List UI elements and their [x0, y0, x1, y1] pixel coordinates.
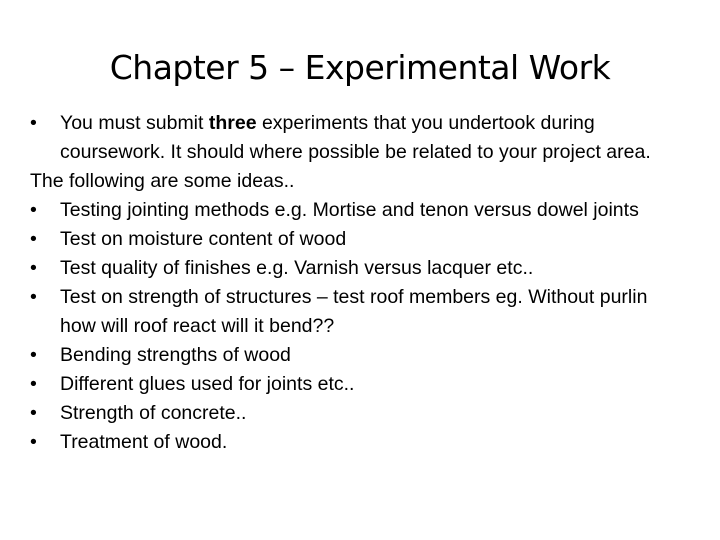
bullet-glyph: • — [30, 373, 37, 395]
bullet-text-submit-requirement — [60, 109, 680, 167]
bullet-item — [30, 109, 680, 167]
slide-body — [30, 109, 680, 457]
bullet-item — [30, 254, 680, 283]
slide-title: Chapter 5 – Experimental Work — [109, 48, 611, 87]
bullet-glyph: • — [30, 344, 37, 366]
bullet-text-part: You must submit — [60, 112, 209, 134]
bullet-item — [30, 399, 680, 428]
bullet-glyph: • — [30, 228, 37, 250]
bullet-glyph: • — [30, 199, 37, 221]
bullet-item — [30, 428, 680, 457]
bullet-item — [30, 196, 680, 225]
bullet-text: Test on moisture content of wood — [60, 228, 347, 250]
bullet-item — [30, 370, 680, 399]
bullet-glyph: • — [30, 431, 37, 453]
intro-line: The following are some ideas.. — [30, 170, 295, 192]
bullet-text: Treatment of wood. — [60, 431, 228, 453]
bullet-text: Test quality of finishes e.g. Varnish versus lacquer etc.. — [60, 257, 534, 279]
bullet-text-part: experiments that you undertook during coursework. It should where possible be related to your project area. — [60, 112, 651, 163]
bullet-text: Bending strengths of wood — [60, 344, 291, 366]
bullet-glyph: • — [30, 112, 37, 134]
bullet-item — [30, 225, 680, 254]
bullet-glyph: • — [30, 257, 37, 279]
bullet-text: Testing jointing methods e.g. Mortise and tenon versus dowel joints — [60, 199, 639, 221]
bullet-glyph: • — [30, 402, 37, 424]
bullet-text: Strength of concrete.. — [60, 402, 247, 424]
bullet-item — [30, 341, 680, 370]
bullet-text: Test on strength of structures – test roof members eg. Without purlin how will roof react will it bend?? — [60, 286, 648, 337]
bullet-glyph: • — [30, 286, 37, 308]
bullet-item — [30, 283, 680, 341]
bullet-text: Different glues used for joints etc.. — [60, 373, 355, 395]
bullet-text-emphasis: three — [208, 112, 257, 134]
